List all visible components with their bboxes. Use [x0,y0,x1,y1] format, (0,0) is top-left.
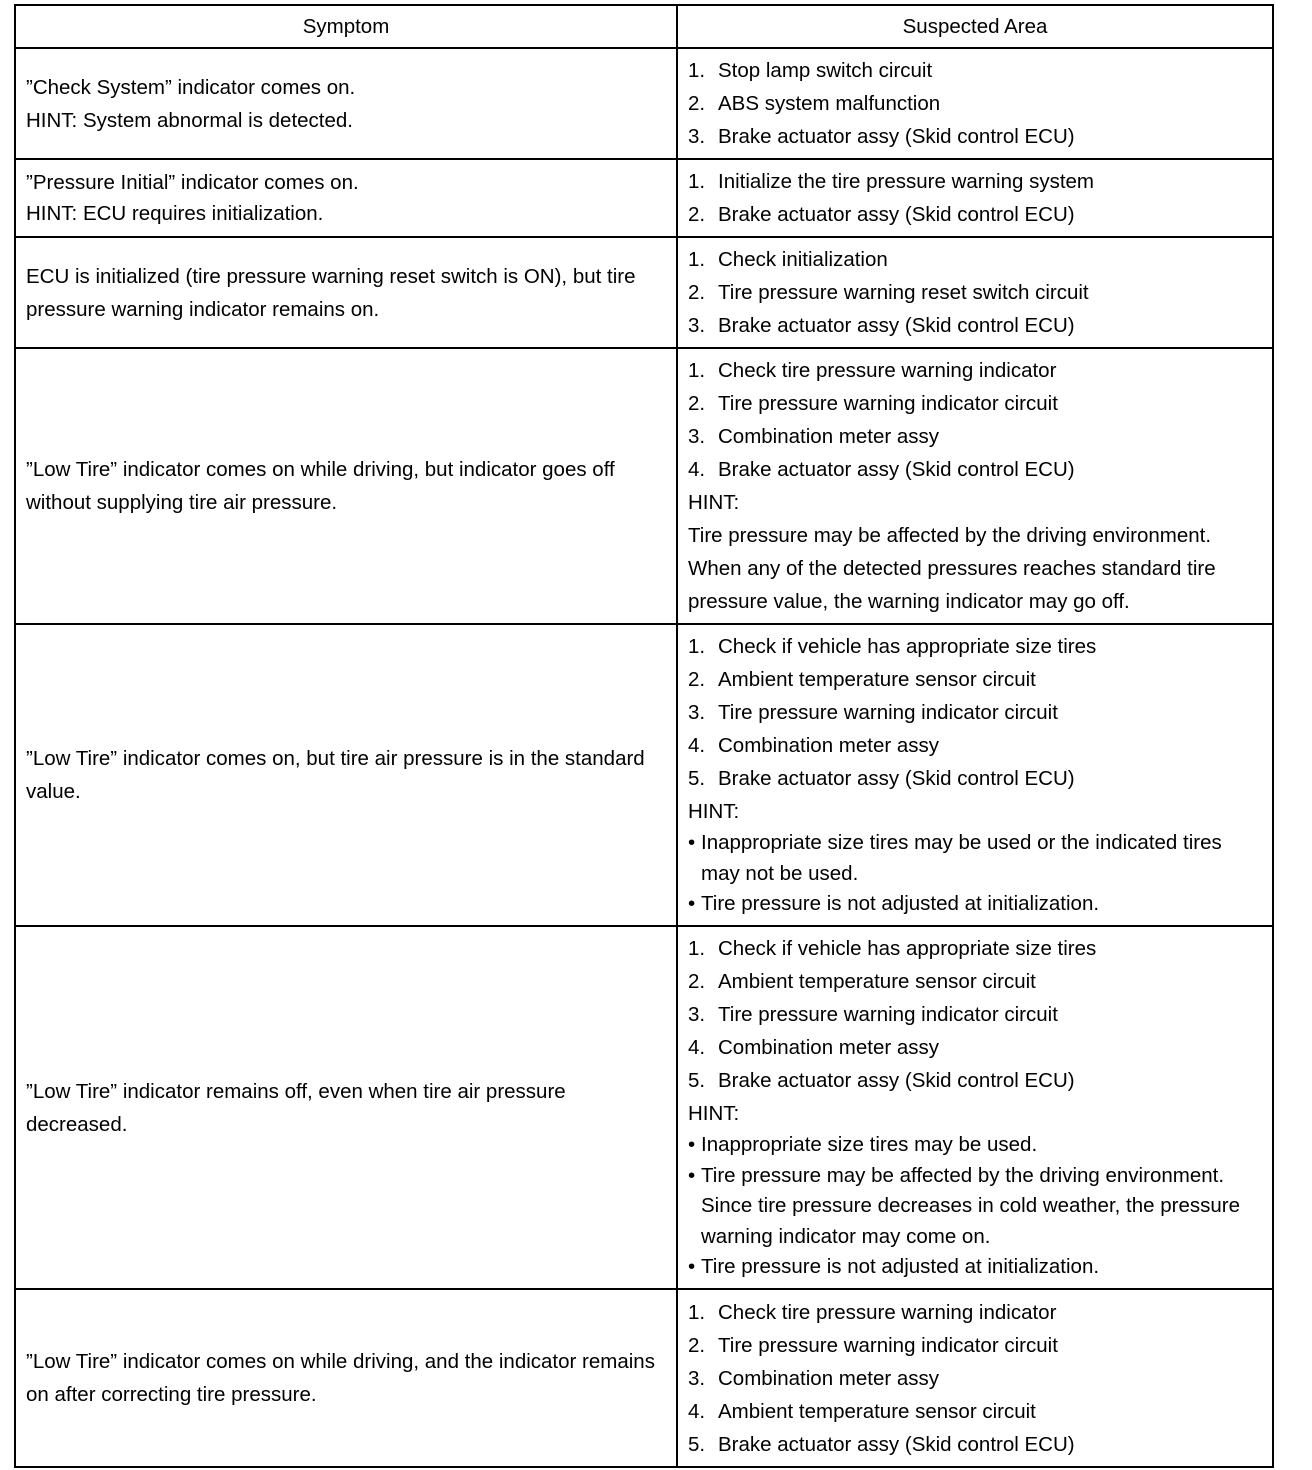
list-item: 1. Initialize the tire pressure warning system [688,170,1094,193]
table-row [15,926,1273,1289]
table-row [15,624,1273,926]
list-item: 1. Check tire pressure warning indicator [688,359,1057,382]
hint-bullet: • Tire pressure is not adjusted at initialization. [688,1252,1264,1283]
table-row [15,48,1273,159]
symptom-text: ”Low Tire” indicator comes on while driving, but indicator goes off without supplying tire air pressure. [26,458,615,514]
table-row [15,348,1273,624]
list-item: 3. Tire pressure warning indicator circuit [688,1003,1058,1027]
list-item: 3. Brake actuator assy (Skid control ECU) [688,125,1075,148]
hint-label: HINT: [688,1102,740,1126]
list-item: 3. Combination meter assy [688,425,940,448]
list-item: 5. Brake actuator assy (Skid control ECU) [688,1432,1075,1456]
list-item: 2. Tire pressure warning indicator circuit [688,1333,1058,1357]
hint-text: When any of the detected pressures reaches standard tire [688,557,1216,580]
suspected-area-cell [677,926,1273,1289]
list-item: 1. Stop lamp switch circuit [688,59,933,82]
symptom-table [14,4,1274,1468]
header-row [15,5,1273,48]
hint-bullet: • Inappropriate size tires may be used or the indicated tires may not be used. [688,828,1264,889]
list-item: 2. Tire pressure warning indicator circuit [688,392,1058,415]
suspected-area-cell [677,1289,1273,1467]
suspected-area-cell [677,624,1273,926]
suspected-area-cell [677,348,1273,624]
list-item: 2. Ambient temperature sensor circuit [688,970,1036,994]
list-item: 4. Combination meter assy [688,1036,940,1060]
symptom-text: ”Low Tire” indicator comes on while driving, and the indicator remains on after correcting tire pressure. [26,1350,655,1406]
list-item: 1. Check if vehicle has appropriate size tires [688,937,1097,961]
list-item: 2. Ambient temperature sensor circuit [688,668,1036,692]
list-item: 4. Ambient temperature sensor circuit [688,1399,1036,1423]
list-item: 1. Check initialization [688,248,888,271]
list-item: 1. Check tire pressure warning indicator [688,1300,1057,1324]
symptom-cell [15,1289,677,1467]
list-item: 2. ABS system malfunction [688,92,941,115]
hint-text: pressure value, the warning indicator may go off. [688,590,1130,613]
symptom-text: ”Low Tire” indicator remains off, even when tire air pressure decreased. [26,1079,566,1136]
table-row [15,1289,1273,1467]
symptom-cell [15,237,677,348]
hint-label: HINT: [688,800,740,824]
suspected-area-header: Suspected Area [677,5,1273,48]
symptom-cell [15,624,677,926]
suspected-area-cell [677,237,1273,348]
list-item: 4. Combination meter assy [688,734,940,758]
list-item: 3. Combination meter assy [688,1366,940,1390]
symptom-text: ”Check System” indicator comes on. [26,75,356,99]
hint-bullet: • Inappropriate size tires may be used. [688,1130,1264,1161]
hint-bullet: • Tire pressure may be affected by the driving environment. Since tire pressure decreases in cold weather, the pressure warning indicator may come on. [688,1161,1264,1253]
list-item: 5. Brake actuator assy (Skid control ECU) [688,767,1075,791]
symptom-text: ”Pressure Initial” indicator comes on. [26,171,359,194]
hint-text: Tire pressure may be affected by the driving environment. [688,524,1212,547]
list-item: 2. Brake actuator assy (Skid control ECU) [688,203,1075,226]
list-item: 2. Tire pressure warning reset switch circuit [688,281,1089,304]
hint-bullet: • Tire pressure is not adjusted at initialization. [688,889,1264,920]
list-item: 4. Brake actuator assy (Skid control ECU) [688,458,1075,481]
troubleshooting-sheet [14,4,1272,1464]
symptom-header: Symptom [15,5,677,48]
symptom-cell [15,48,677,159]
symptom-hint: HINT: ECU requires initialization. [26,202,324,225]
table-row [15,159,1273,237]
symptom-cell [15,348,677,624]
table-row [15,237,1273,348]
hint-label: HINT: [688,491,740,514]
list-item: 3. Brake actuator assy (Skid control ECU) [688,314,1075,337]
symptom-cell [15,159,677,237]
suspected-area-cell [677,159,1273,237]
suspected-area-cell [677,48,1273,159]
list-item: 3. Tire pressure warning indicator circuit [688,701,1058,725]
list-item: 1. Check if vehicle has appropriate size tires [688,635,1097,659]
symptom-text: ”Low Tire” indicator comes on, but tire air pressure is in the standard value. [26,747,645,803]
symptom-text: ECU is initialized (tire pressure warning reset switch is ON), but tire pressure warning indicator remains on. [26,264,636,321]
symptom-cell [15,926,677,1289]
list-item: 5. Brake actuator assy (Skid control ECU) [688,1069,1075,1093]
symptom-hint: HINT: System abnormal is detected. [26,108,353,132]
